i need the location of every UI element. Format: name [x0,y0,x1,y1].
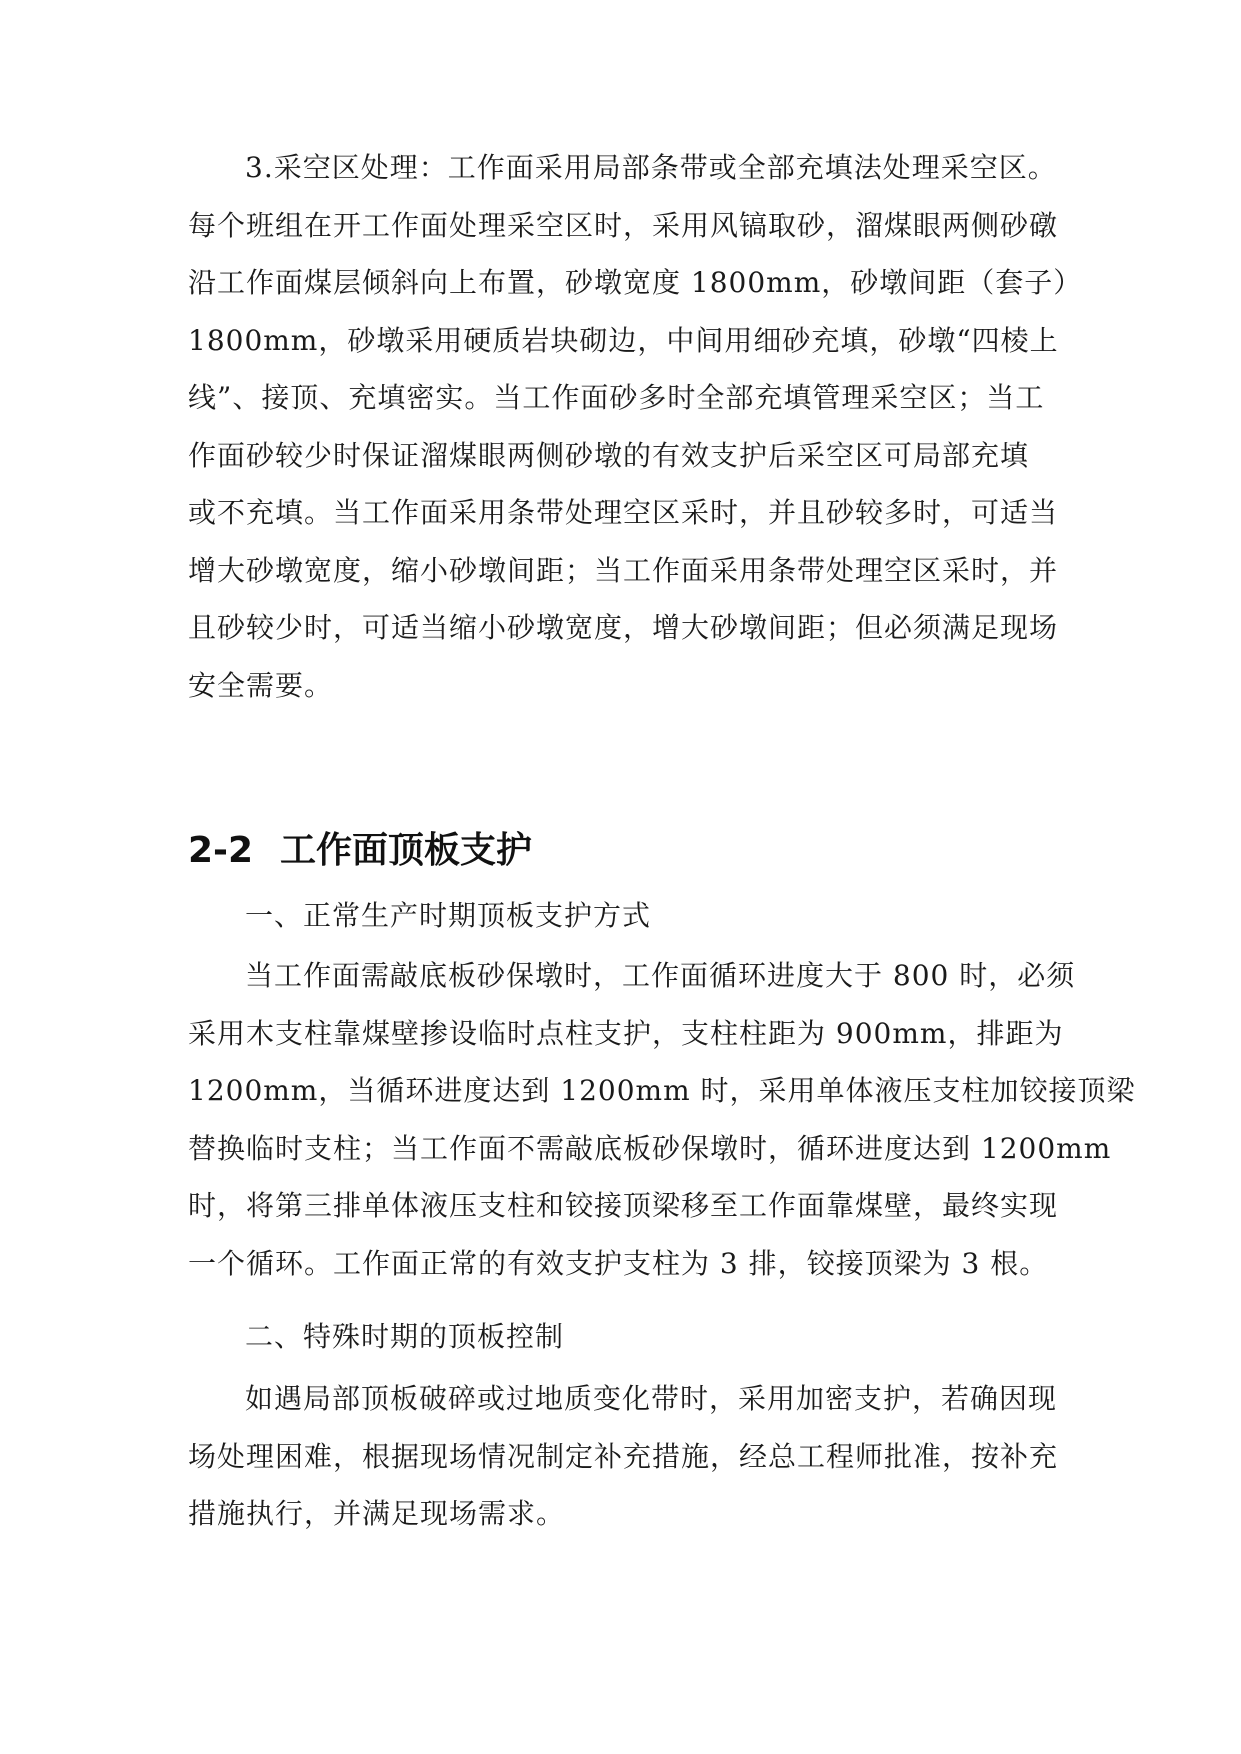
paragraph-line: 如遇局部顶板破碎或过地质变化带时，采用加密支护，若确因现 [245,1382,1058,1415]
paragraph-line: 替换临时支柱；当工作面不需敲底板砂保墩时，循环进度达到 1200mm [188,1131,1112,1165]
subsection-title-special: 二、特殊时期的顶板控制 [245,1320,565,1353]
section-heading [188,826,532,876]
paragraph-line: 当工作面需敲底板砂保墩时，工作面循环进度大于 800 时，必须 [245,959,1076,992]
paragraph-line: 增大砂墩宽度，缩小砂墩间距；当工作面采用条带处理空区采时，并 [188,553,1059,587]
paragraph-line: 每个班组在开工作面处理采空区时，采用风镐取砂，溜煤眼两侧砂礅 [188,208,1059,242]
section-title: 工作面顶板支护 [280,830,533,871]
paragraph-line: 一个循环。工作面正常的有效支护支柱为 3 排，铰接顶梁为 3 根。 [188,1246,1049,1280]
paragraph-line: 1800mm，砂墩采用硬质岩块砌边，中间用细砂充填，砂墩“四棱上 [188,323,1059,357]
paragraph-line: 或不充填。当工作面采用条带处理空区采时，并且砂较多时，可适当 [188,496,1059,529]
subsection-title-normal: 一、正常生产时期顶板支护方式 [245,899,652,932]
paragraph-line: 采用木支柱靠煤壁掺设临时点柱支护，支柱柱距为 900mm，排距为 [188,1016,1064,1050]
paragraph-line: 沿工作面煤层倾斜向上布置，砂墩宽度 1800mm，砂墩间距（套子） [188,266,1083,299]
paragraph-line: 安全需要。 [188,668,334,702]
paragraph-line: 作面砂较少时保证溜煤眼两侧砂墩的有效支护后采空区可局部充填 [188,438,1030,472]
paragraph-line: 1200mm，当循环进度达到 1200mm 时，采用单体液压支柱加铰接顶梁 [188,1074,1136,1107]
paragraph-line: 3.采空区处理：工作面采用局部条带或全部充填法处理采空区。 [245,151,1057,184]
normal-support-paragraph [188,947,1136,1292]
paragraph-line: 场处理困难，根据现场情况制定补充措施，经总工程师批准，按补充 [188,1439,1059,1473]
paragraph-line: 线”、接顶、充填密实。当工作面砂多时全部充填管理采空区；当工 [188,381,1045,414]
goaf-treatment-paragraph [188,139,1083,714]
paragraph-line: 措施执行，并满足现场需求。 [188,1497,566,1530]
special-support-paragraph [188,1370,1058,1543]
paragraph-line: 且砂较少时，可适当缩小砂墩宽度，增大砂墩间距；但必须满足现场 [188,611,1059,644]
paragraph-line: 时，将第三排单体液压支柱和铰接顶梁移至工作面靠煤壁，最终实现 [188,1189,1059,1222]
section-number: 2-2 [188,830,254,871]
